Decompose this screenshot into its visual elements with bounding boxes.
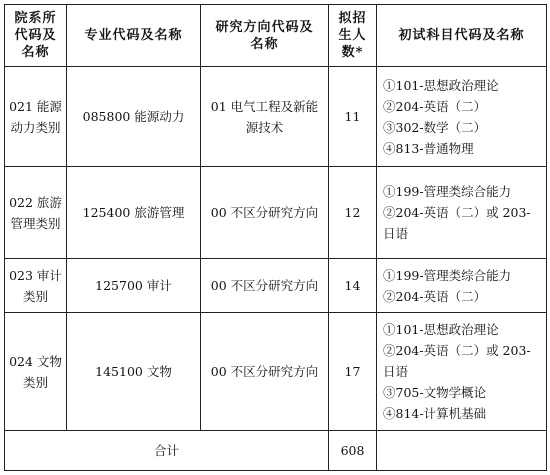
admissions-table-container — [4, 4, 547, 471]
direction-line: 00 不区分研究方向 — [210, 364, 319, 379]
header-direction-line: 研究方向代码及 — [215, 19, 314, 35]
table-row — [5, 67, 547, 167]
direction-cell — [201, 259, 329, 313]
header-dept-line: 名称 — [21, 45, 50, 60]
header-direction — [201, 5, 329, 67]
quota-cell: 14 — [329, 259, 377, 313]
subject-line: ①101-思想政治理论 — [383, 322, 499, 337]
total-empty-cell — [377, 431, 547, 471]
dept-line: 022 旅游 — [9, 194, 62, 210]
direction-line: 00 不区分研究方向 — [210, 278, 319, 293]
direction-line: 01 电气工程及新能 — [210, 98, 319, 114]
subject-line: ④813-普通物理 — [383, 140, 474, 156]
major-cell: 125400 旅游管理 — [67, 167, 201, 259]
subjects-cell — [377, 313, 547, 431]
dept-line: 023 审计 — [9, 267, 62, 283]
table-header-row — [5, 5, 547, 67]
dept-line: 管理类别 — [10, 215, 61, 231]
dept-line: 021 能源 — [9, 98, 62, 114]
subject-line: ③302-数学（二） — [383, 119, 487, 135]
direction-line: 00 不区分研究方向 — [210, 205, 319, 220]
dept-line: 动力类别 — [10, 119, 61, 135]
header-subjects: 初试科目代码及名称 — [377, 5, 547, 67]
subjects-cell — [377, 67, 547, 167]
quota-cell: 11 — [329, 67, 377, 167]
subject-line: ①199-管理类综合能力 — [383, 184, 512, 199]
direction-cell — [201, 67, 329, 167]
dept-cell — [5, 167, 67, 259]
subject-line: ②204-英语（二）或 203- — [383, 343, 531, 358]
quota-cell: 17 — [329, 313, 377, 431]
subject-line: 日语 — [383, 364, 409, 379]
subjects-cell — [377, 167, 547, 259]
subject-line: ②204-英语（二） — [383, 288, 487, 304]
direction-line: 源技术 — [245, 119, 284, 135]
subject-line: ①101-思想政治理论 — [383, 77, 499, 93]
header-dept — [5, 5, 67, 67]
header-quota — [329, 5, 377, 67]
subjects-cell — [377, 259, 547, 313]
major-cell: 085800 能源动力 — [67, 67, 201, 167]
quota-cell: 12 — [329, 167, 377, 259]
direction-cell — [201, 313, 329, 431]
dept-line: 类别 — [22, 374, 48, 390]
header-dept-line: 代码及 — [14, 28, 57, 43]
header-dept-line: 院系所 — [14, 11, 57, 26]
header-quota-line: 拟招 — [338, 11, 367, 26]
header-quota-line: 生人 — [338, 28, 367, 43]
header-major: 专业代码及名称 — [67, 5, 201, 67]
total-label: 合计 — [5, 431, 329, 471]
header-quota-line: 数* — [341, 45, 364, 60]
dept-cell — [5, 259, 67, 313]
direction-cell — [201, 167, 329, 259]
subject-line: ①199-管理类综合能力 — [383, 267, 512, 283]
subject-line: 日语 — [383, 226, 409, 241]
table-row — [5, 313, 547, 431]
dept-line: 类别 — [22, 288, 48, 304]
subject-line: ②204-英语（二） — [383, 98, 487, 114]
total-value: 608 — [329, 431, 377, 471]
dept-line: 024 文物 — [9, 353, 62, 369]
major-cell: 145100 文物 — [67, 313, 201, 431]
table-row — [5, 167, 547, 259]
table-row — [5, 259, 547, 313]
dept-cell — [5, 313, 67, 431]
subject-line: ③705-文物学概论 — [383, 385, 487, 400]
subject-line: ②204-英语（二）或 203- — [383, 205, 531, 220]
subject-line: ④814-计算机基础 — [383, 406, 487, 421]
dept-cell — [5, 67, 67, 167]
total-row — [5, 431, 547, 471]
major-cell: 125700 审计 — [67, 259, 201, 313]
admissions-table — [4, 4, 547, 471]
header-direction-line: 名称 — [250, 36, 279, 52]
